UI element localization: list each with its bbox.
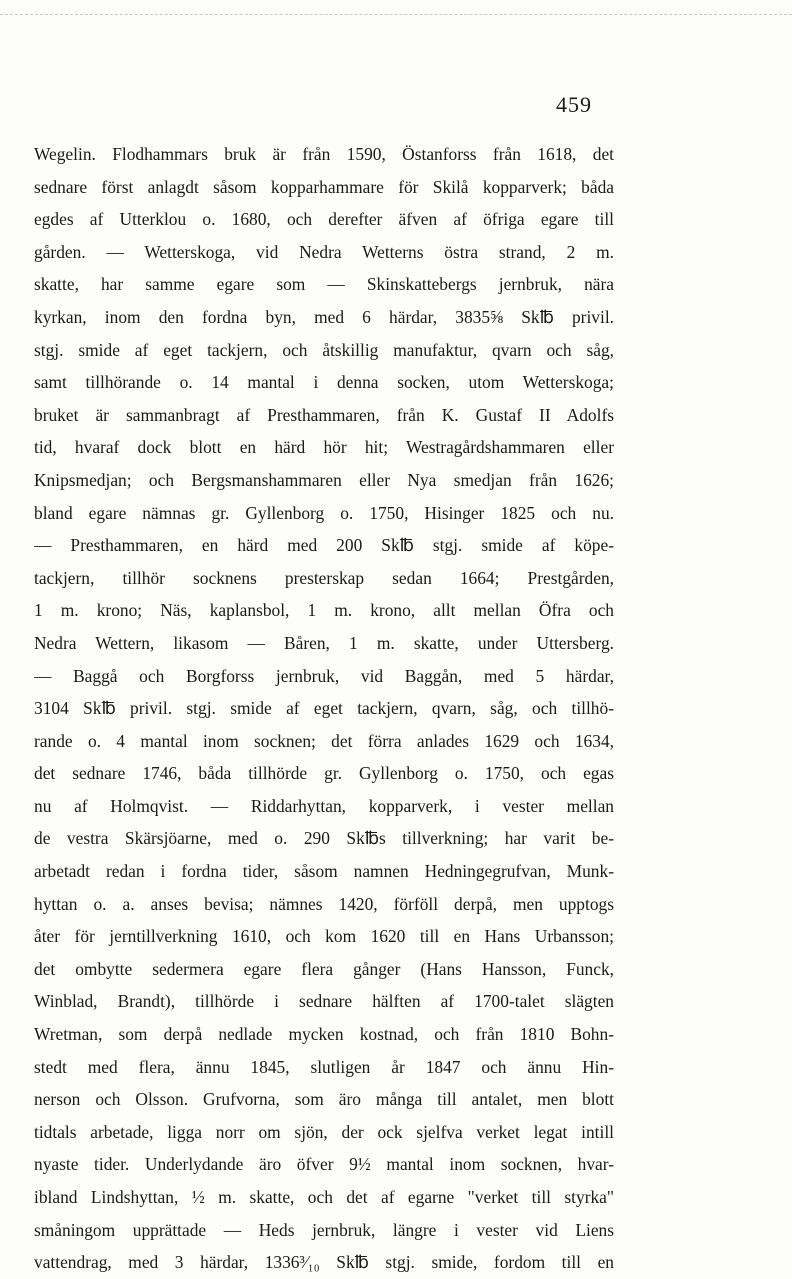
page-number: 459: [556, 92, 592, 117]
text-line: Winblad, Brandt), tillhörde i sednare hälften af 1700-talet slägten: [34, 991, 614, 1012]
text-line: 3104 Sk℔ privil. stgj. smide af eget tackjern, qvarn, såg, och tillhö-: [34, 698, 614, 719]
text-line: gården. — Wetterskoga, vid Nedra Wetterns östra strand, 2 m.: [34, 241, 614, 262]
text-line: nyaste tider. Underlydande äro öfver 9½ mantal inom socknen, hvar-: [34, 1154, 614, 1175]
text-line: tidtals arbetade, ligga norr om sjön, der ock sjelfva verket legat intill: [34, 1121, 614, 1142]
text-line: vattendrag, med 3 härdar, 1336³⁄₁₀ Sk℔ stgj. smide, fordom till en: [34, 1252, 614, 1273]
text-line: småningom upprättade — Heds jernbruk, längre i vester vid Liens: [34, 1219, 614, 1240]
text-line: hyttan o. a. anses bevisa; nämnes 1420, förföll derpå, men upptogs: [34, 893, 614, 914]
text-line: bruket är sammanbragt af Presthammaren, från K. Gustaf II Adolfs: [34, 404, 614, 425]
text-line: sednare först anlagdt såsom kopparhammare för Skilå kopparverk; båda: [34, 176, 614, 197]
text-line: tid, hvaraf dock blott en härd hör hit; Westragårdshammaren eller: [34, 437, 614, 458]
text-line: egdes af Utterklou o. 1680, och derefter äfven af öfriga egare till: [34, 209, 614, 230]
text-line: bland egare nämnas gr. Gyllenborg o. 1750, Hisinger 1825 och nu.: [34, 502, 614, 523]
text-line: — Presthammaren, en härd med 200 Sk℔ stgj. smide af köpe-: [34, 535, 614, 556]
text-line: — Baggå och Borgforss jernbruk, vid Baggån, med 5 härdar,: [34, 665, 614, 686]
text-line: samt tillhörande o. 14 mantal i denna socken, utom Wetterskoga;: [34, 372, 614, 393]
text-line: Nedra Wettern, likasom — Båren, 1 m. skatte, under Uttersberg.: [34, 632, 614, 653]
text-line: skatte, har samme egare som — Skinskattebergs jernbruk, nära: [34, 274, 614, 295]
text-line: Wegelin. Flodhammars bruk är från 1590, Östanforss från 1618, det: [34, 144, 614, 164]
text-line: tackjern, tillhör socknens presterskap sedan 1664; Prestgården,: [34, 567, 614, 588]
text-line: stgj. smide af eget tackjern, och åtskillig manufaktur, qvarn och såg,: [34, 339, 614, 360]
text-line: det sednare 1746, båda tillhörde gr. Gyllenborg o. 1750, och egas: [34, 763, 614, 784]
text-line: åter för jerntillverkning 1610, och kom 1620 till en Hans Urbansson;: [34, 926, 614, 947]
text-line: kyrkan, inom den fordna byn, med 6 härdar, 3835⅝ Sk℔ privil.: [34, 306, 614, 327]
body-text: [34, 138, 614, 1279]
text-line: de vestra Skärsjöarne, med o. 290 Sk℔s tillverkning; har varit be-: [34, 828, 614, 849]
text-line: Wretman, som derpå nedlade mycken kostnad, och från 1810 Bohn-: [34, 1024, 614, 1045]
text-line: nerson och Olsson. Grufvorna, som äro många till antalet, men blott: [34, 1089, 614, 1110]
text-line: det ombytte sedermera egare flera gånger (Hans Hansson, Funck,: [34, 958, 614, 979]
text-line: rande o. 4 mantal inom socknen; det förra anlades 1629 och 1634,: [34, 730, 614, 751]
text-line: 1 m. krono; Näs, kaplansbol, 1 m. krono, allt mellan Öfra och: [34, 600, 614, 621]
text-line: arbetadt redan i fordna tider, såsom namnen Hedningegrufvan, Munk-: [34, 861, 614, 882]
text-line: ibland Lindshyttan, ½ m. skatte, och det af egarne "verket till styrka": [34, 1187, 614, 1207]
text-line: nu af Holmqvist. — Riddarhyttan, kopparverk, i vester mellan: [34, 795, 614, 816]
top-edge-rule: [0, 14, 792, 15]
text-line: Knipsmedjan; och Bergsmanshammaren eller Nya smedjan från 1626;: [34, 469, 614, 490]
text-line: stedt med flera, ännu 1845, slutligen år 1847 och ännu Hin-: [34, 1056, 614, 1077]
